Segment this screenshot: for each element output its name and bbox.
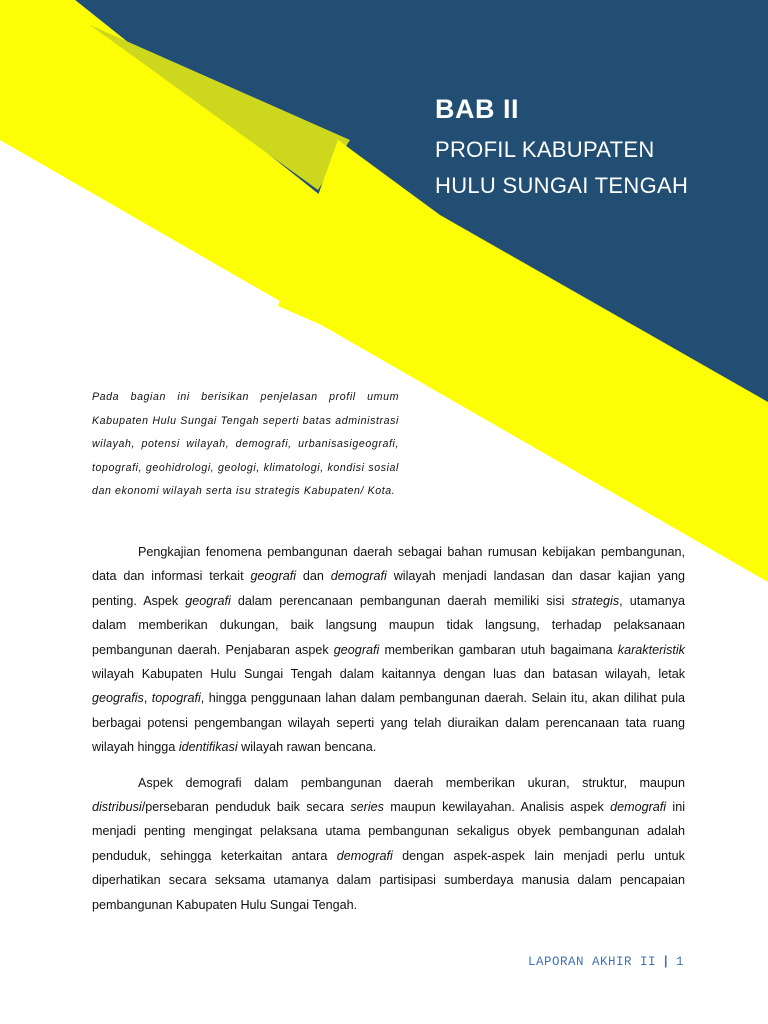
footer-separator: |	[661, 955, 670, 969]
text-run: Aspek demografi dalam pembangunan daerah memberikan ukuran, struktur, maupun	[138, 775, 685, 790]
italic-term: geografi	[333, 642, 380, 657]
italic-term: geografis	[92, 691, 144, 706]
text-run: Pengkajian fenomena pembangunan daerah sebagai bahan rumusan kebijakan pembangunan, data dan informasi terkait	[92, 545, 685, 584]
text-run: , hingga penggunaan lahan dalam pembangunan daerah. Selain itu, akan dilihat pula berbagai potensi pengembangan wilayah seperti yang telah diuraikan dalam perencanaan tata ruang wilayah hingga	[92, 691, 686, 755]
text-run: wilayah menjadi landasan dan dasar kajian yang penting. Aspek	[92, 569, 685, 608]
text-run: /persebaran penduduk baik secara	[141, 800, 351, 815]
italic-term: demografi	[336, 848, 393, 863]
text-run: , utamanya dalam memberikan dukungan, baik langsung maupun tidak langsung, terhadap pelaksanaan pembangunan daerah. Penjabaran aspek	[92, 593, 685, 657]
text-run: dalam perencanaan pembangunan daerah memiliki sisi	[230, 593, 572, 608]
page-footer	[528, 955, 684, 969]
italic-term: distribusi	[92, 800, 142, 815]
text-run: wilayah rawan bencana.	[237, 740, 377, 755]
footer-label: LAPORAN AKHIR II	[527, 955, 656, 969]
page-number: 1	[675, 955, 684, 969]
italic-term: geografi	[250, 569, 296, 584]
chapter-intro: Pada bagian ini berisikan penjelasan profil umum Kabupaten Hulu Sungai Tengah seperti batas administrasi wilayah, potensi wilayah, demografi, urbanisasigeografi, topografi, geohidrologi, geologi, klimatologi, kondisi sosial dan ekonomi wilayah serta isu strategis Kabupaten/ Kota.	[92, 391, 399, 498]
text-run: memberikan gambaran utuh bagaimana	[379, 642, 618, 657]
italic-term: strategis	[571, 593, 620, 608]
paragraph	[92, 540, 685, 760]
text-run: dan	[296, 569, 331, 584]
text-run: dengan aspek-aspek lain menjadi perlu untuk diperhatikan secara seksama utamanya dalam partisipasi sumberdaya manusia dalam pencapaian pembangunan Kabupaten Hulu Sungai Tengah.	[92, 848, 685, 912]
italic-term: demografi	[610, 800, 667, 815]
italic-term: series	[350, 800, 384, 815]
text-run: wilayah Kabupaten Hulu Sungai Tengah dalam kaitannya dengan luas dan batasan wilayah, letak	[92, 667, 685, 682]
italic-term: demografi	[330, 569, 387, 584]
chapter-title-line2: HULU SUNGAI TENGAH	[435, 173, 689, 198]
italic-term: identifikasi	[178, 740, 238, 755]
italic-term: karakteristik	[617, 642, 685, 657]
text-run: ,	[143, 691, 152, 706]
paragraph	[92, 771, 685, 917]
italic-term: geografi	[185, 593, 231, 608]
chapter-title-block	[435, 92, 755, 204]
text-run: maupun kewilayahan. Analisis aspek	[383, 800, 611, 815]
text-run: ini menjadi penting mengingat pelaksana utama pembangunan sekaligus obyek pembangunan adalah penduduk, sehingga keterkaitan antara	[92, 800, 686, 863]
chapter-title-line1: PROFIL KABUPATEN	[435, 137, 655, 162]
body-text	[92, 540, 685, 928]
chapter-number: BAB II	[435, 94, 519, 124]
italic-term: topografi	[151, 691, 201, 706]
